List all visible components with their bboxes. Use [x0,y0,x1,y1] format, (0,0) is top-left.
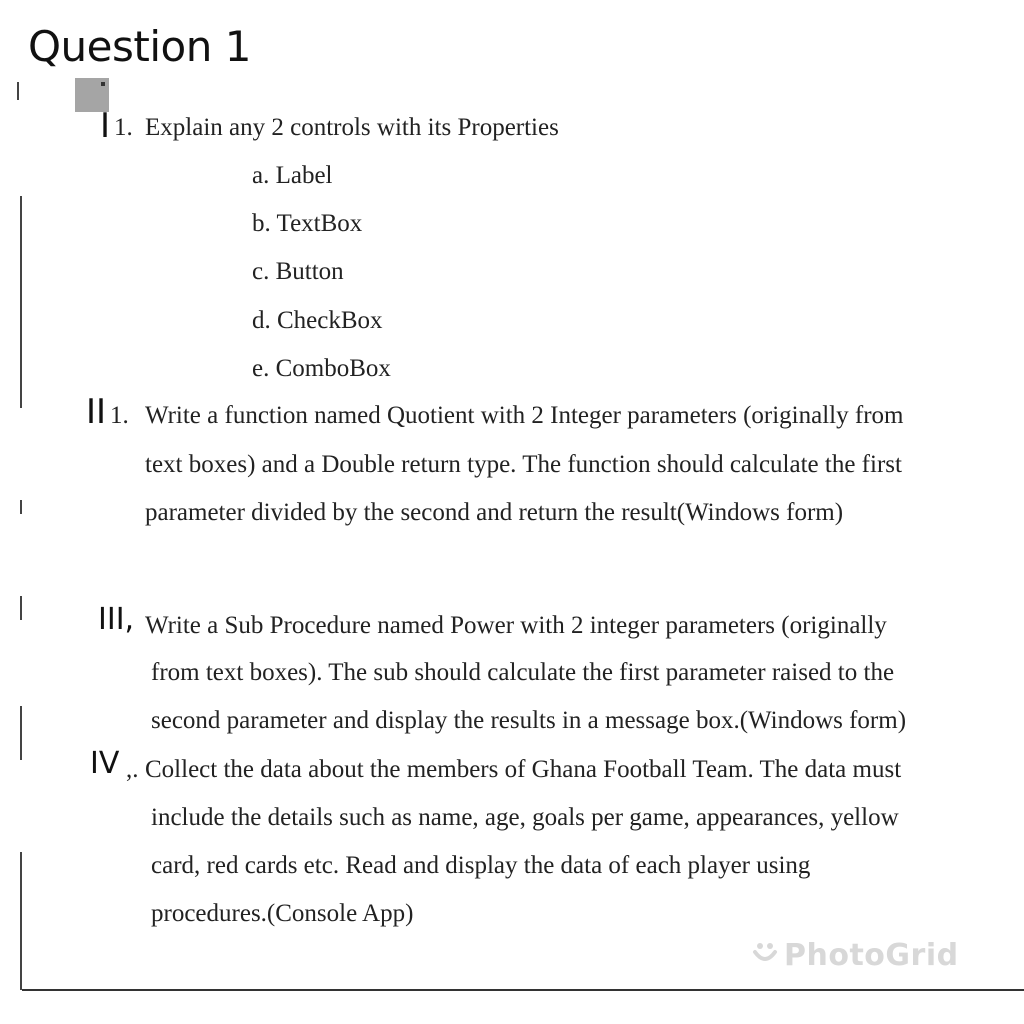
question-2-numeral: II [86,392,107,432]
question-2-line: parameter divided by the second and return the result(Windows form) [145,499,844,526]
option-item: d. CheckBox [252,307,383,334]
question-3-line: from text boxes). The sub should calculate the first parameter raised to the [151,659,895,686]
margin-tick [20,500,22,514]
question-1-number: 1. [114,114,133,141]
watermark-text: PhotoGrid [784,938,959,973]
question-4-numeral: IV [90,746,120,781]
option-item: e. ComboBox [252,355,391,382]
page-title: Question 1 [28,22,251,71]
question-4-line: include the details such as name, age, goals per game, appearances, yellow [151,804,899,831]
question-3-numeral: III, [98,602,135,637]
question-4-line: Collect the data about the members of Ghana Football Team. The data must [145,756,902,783]
margin-tick [17,82,19,100]
option-item: a. Label [252,162,333,189]
margin-tick [20,852,22,990]
photogrid-logo-icon [752,939,778,974]
option-item: b. TextBox [252,210,363,237]
question-1-text: Explain any 2 controls with its Properties [145,114,559,141]
question-2-line: Write a function named Quotient with 2 Integer parameters (originally from [145,402,904,429]
option-item: c. Button [252,258,344,285]
question-4-line: procedures.(Console App) [151,900,414,927]
question-3-line: Write a Sub Procedure named Power with 2 integer parameters (originally [145,612,887,639]
photogrid-watermark [752,938,959,974]
bottom-rule [22,989,1024,991]
question-2-line: text boxes) and a Double return type. The function should calculate the first [145,451,902,478]
question-4-number: ,. [126,756,139,783]
question-1-numeral: I [100,106,111,146]
margin-tick [20,196,22,408]
question-3-line: second parameter and display the results in a message box.(Windows form) [151,707,907,734]
question-2-number: 1. [110,402,129,429]
margin-tick [20,596,22,620]
question-4-line: card, red cards etc. Read and display the data of each player using [151,852,811,879]
margin-tick [20,706,22,760]
